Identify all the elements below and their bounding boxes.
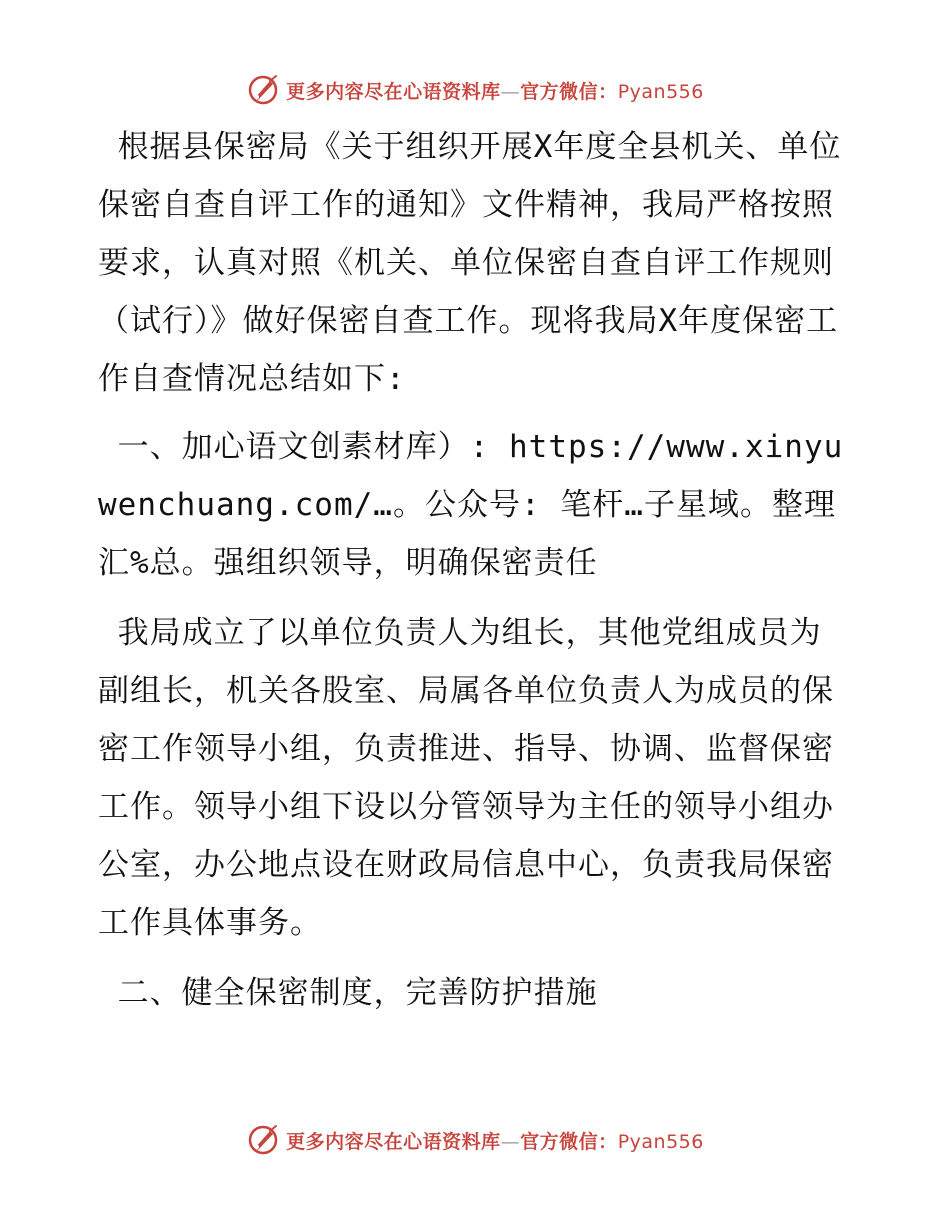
banner-text (286, 1127, 704, 1154)
quill-logo-icon (246, 1123, 280, 1157)
banner-inner (246, 73, 704, 107)
banner-wechat-account: Pyan556 (617, 1130, 704, 1153)
banner-wechat-label: 官方微信： (520, 80, 618, 103)
paragraph-section-one-body: 我局成立了以单位负责人为组长，其他党组成员为副组长，机关各股室、局属各单位负责人为成员的保密工作领导小组，负责推进、指导、协调、监督保密工作。领导小组下设以分管领导为主任的领导小组办公室，办公地点设在财政局信息中心，负责我局保密工作具体事务。 (98, 615, 834, 941)
paragraph-section-one-heading: 一、加心语文创素材库）: https://www.xinyuwenchuang.com/…。公众号: 笔杆…子星域。整理汇%总。强组织领导，明确保密责任 (98, 429, 844, 581)
banner-brand: 更多内容尽在心语资料库 (286, 80, 501, 103)
paragraph-intro: 根据县保密局《关于组织开展X年度全县机关、单位保密自查自评工作的通知》文件精神，我局严格按照要求，认真对照《机关、单位保密自查自评工作规则（试行）》做好保密自查工作。现将我局X年度保密工作自查情况总结如下: (98, 129, 842, 397)
header-watermark-banner (0, 70, 950, 110)
banner-wechat-account: Pyan556 (617, 80, 704, 103)
banner-wechat-label: 官方微信： (520, 1130, 618, 1153)
banner-text (286, 77, 704, 104)
banner-brand: 更多内容尽在心语资料库 (286, 1130, 501, 1153)
quill-logo-icon (246, 73, 280, 107)
banner-inner (246, 1123, 704, 1157)
footer-watermark-banner (0, 1120, 950, 1160)
paragraph-section-two-heading: 二、健全保密制度，完善防护措施 (98, 975, 598, 1011)
document-body (98, 118, 850, 1022)
banner-separator: — (500, 80, 521, 103)
banner-separator: — (500, 1130, 521, 1153)
